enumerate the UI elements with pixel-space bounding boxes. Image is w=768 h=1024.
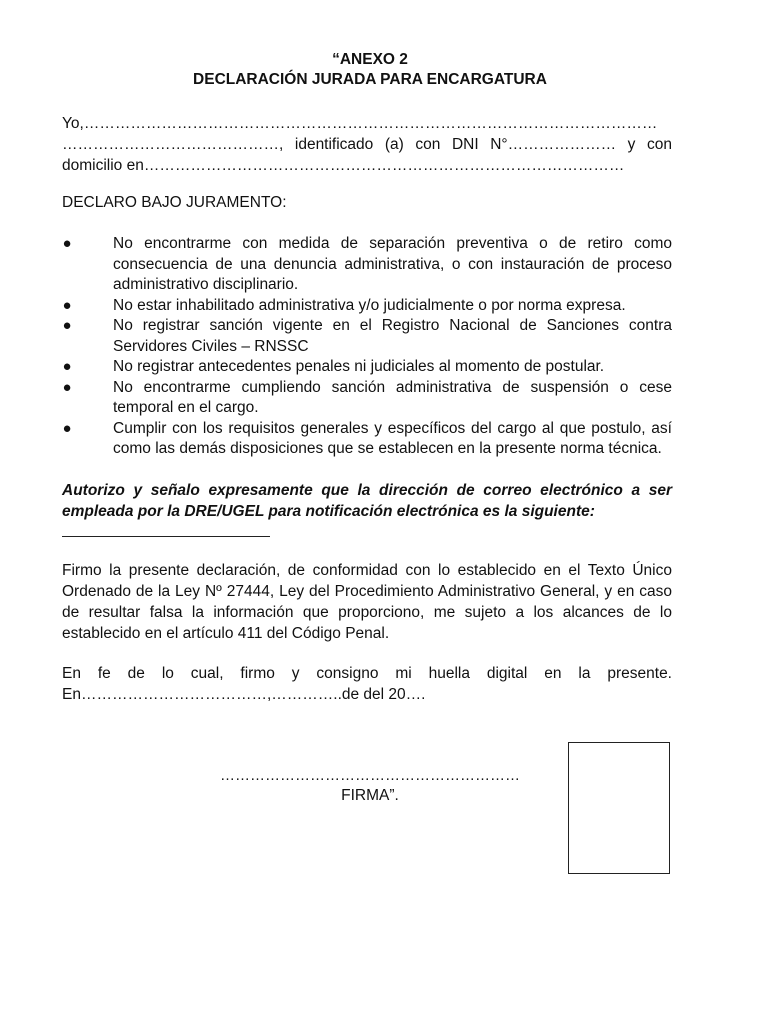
identification-paragraph xyxy=(62,113,672,176)
list-item-text: No encontrarme con medida de separación preventiva o de retiro como consecuencia de una denuncia administrativa, o con instauración de proceso administrativo disciplinario. xyxy=(113,235,672,293)
bullet-icon: ● xyxy=(62,419,72,437)
document-title xyxy=(0,50,740,90)
declaration-list xyxy=(62,234,672,460)
domicile-line: domicilio en………………………………………………………………………………… xyxy=(62,157,625,174)
list-item xyxy=(62,357,672,378)
title-declaration: DECLARACIÓN JURADA PARA ENCARGATURA xyxy=(193,71,547,88)
list-item xyxy=(62,234,672,296)
list-item xyxy=(62,316,672,357)
list-item-text: No encontrarme cumpliendo sanción administrativa de suspensión o cese temporal en el cargo. xyxy=(113,378,672,416)
list-item-text: No registrar antecedentes penales ni judiciales al momento de postular. xyxy=(113,358,605,375)
title-annex: “ANEXO 2 xyxy=(332,51,408,68)
closing-line: En fe de lo cual, firmo y consigno mi huella digital en la presente. xyxy=(62,665,672,682)
legal-paragraph: Firmo la presente declaración, de conformidad con lo establecido en el Texto Único Ordenado de la Ley Nº 27444, Ley del Procedimiento Administrativo General, y en caso de resultar falsa la información que proporciono, me sujeto a los alcances de lo establecido en el artículo 411 del Código Penal. xyxy=(62,562,672,642)
list-item xyxy=(62,378,672,419)
email-authorization: Autorizo y señalo expresamente que la dirección de correo electrónico a ser empleada por la DRE/UGEL para notificación electrónica es la siguiente: xyxy=(62,482,672,520)
closing-paragraph xyxy=(62,663,672,705)
bullet-icon: ● xyxy=(62,235,72,252)
bullet-icon: ● xyxy=(62,378,72,396)
list-item-text: Cumplir con los requisitos generales y específicos del cargo al que postulo, así como las demás disposiciones que se establecen en la presente norma técnica. xyxy=(113,419,672,457)
fingerprint-box xyxy=(568,742,670,874)
signature-label: FIRMA”. xyxy=(341,787,399,804)
place-date-line: En………………………………,…………..de del 20…. xyxy=(62,686,426,703)
bullet-icon: ● xyxy=(62,296,72,314)
bullet-icon: ● xyxy=(62,358,72,375)
email-blank-line xyxy=(62,536,270,537)
list-item-text: No estar inhabilitado administrativa y/o judicialmente o por norma expresa. xyxy=(113,296,626,314)
signature-line: …………………………………………………… xyxy=(220,767,520,784)
list-item xyxy=(62,419,672,460)
bullet-icon: ● xyxy=(62,317,72,334)
dni-line: ……………………………………, identificado (a) con DNI N°………………… y con xyxy=(62,136,672,153)
declaro-heading: DECLARO BAJO JURAMENTO: xyxy=(62,194,287,211)
list-item xyxy=(62,296,672,317)
yo-line: Yo,………………………………………………………………………………………………… xyxy=(62,115,658,132)
list-item-text: No registrar sanción vigente en el Registro Nacional de Sanciones contra Servidores Civiles – RNSSC xyxy=(113,317,672,355)
